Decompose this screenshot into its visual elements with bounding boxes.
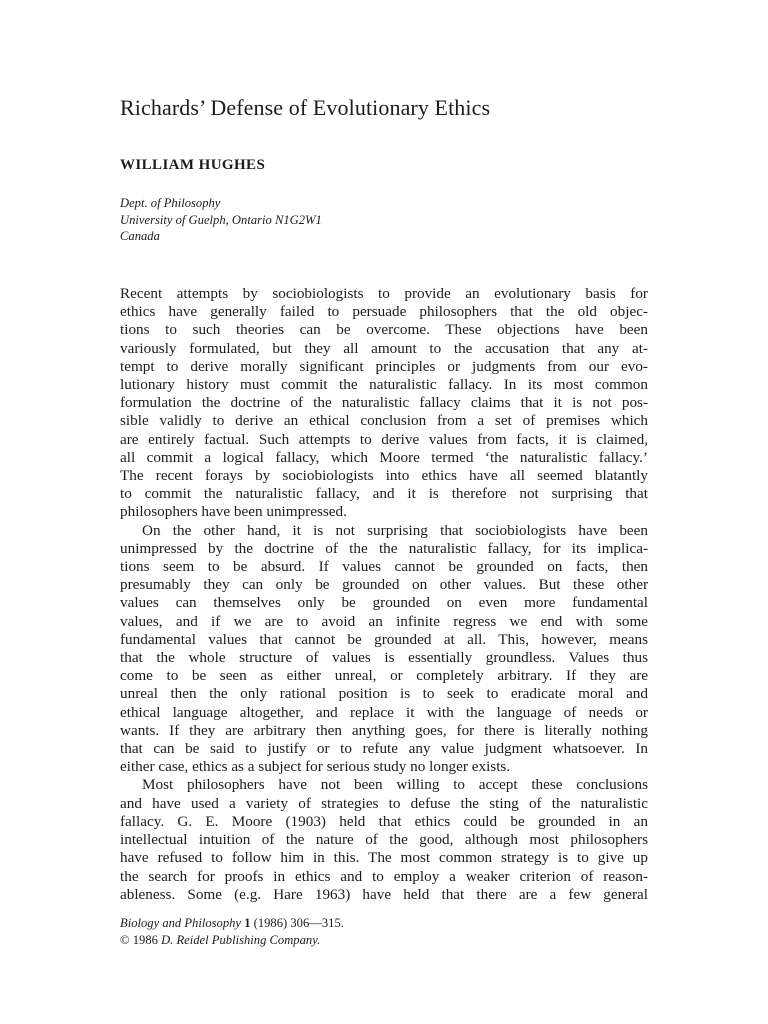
text-line: come to be seen as either unreal, or completely arbitrary. If they are — [120, 667, 648, 685]
text-line: Recent attempts by sociobiologists to provide an evolutionary basis for — [120, 285, 648, 302]
text-line: tions seem to be absurd. If values cannot be grounded on facts, then — [120, 558, 648, 576]
text-line: presumably they can only be grounded on other values. But these other — [120, 576, 648, 594]
text-line: formulation the doctrine of the naturalistic fallacy claims that it is not pos- — [120, 394, 648, 412]
text-line: The recent forays by sociobiologists into ethics have all seemed blatantly — [120, 467, 648, 485]
text-line: values, and if we are to avoid an infinite regress we end with some — [120, 612, 648, 630]
publisher-name: D. Reidel Publishing Company. — [161, 932, 321, 947]
body-paragraph — [120, 285, 648, 522]
text-line: have refused to follow him in this. The most common strategy is to give up — [120, 849, 648, 867]
text-line: intellectual intuition of the nature of the good, although most philosophers — [120, 831, 648, 849]
body-paragraph — [120, 522, 648, 777]
text-line: fallacy. G. E. Moore (1903) held that ethics could be grounded in an — [120, 812, 648, 830]
text-line: philosophers have been unimpressed. — [120, 503, 347, 521]
text-line: unimpressed by the doctrine of the the naturalistic fallacy, for its implica- — [120, 539, 648, 557]
affiliation-country: Canada — [120, 229, 160, 243]
affiliation-department: Dept. of Philosophy — [120, 196, 221, 210]
text-line: wants. If they are arbitrary then anything goes, for there is literally nothing — [120, 721, 648, 739]
author-name: WILLIAM HUGHES — [120, 157, 266, 173]
text-line: On the other hand, it is not surprising that sociobiologists have been — [142, 521, 648, 539]
text-line: Most philosophers have not been willing to accept these conclusions — [142, 776, 648, 794]
affiliation-university: University of Guelph, Ontario N1G2W1 — [120, 212, 322, 227]
text-line: ableness. Some (e.g. Hare 1963) have held that there are a few general — [120, 885, 648, 903]
text-line: variously formulated, but they all amount to the accusation that any at- — [120, 339, 648, 357]
article-title: Richards’ Defense of Evolutionary Ethics — [120, 95, 491, 120]
author-affiliation — [120, 195, 322, 245]
text-line: to commit the naturalistic fallacy, and it is therefore not surprising that — [120, 485, 648, 503]
text-line: tempt to derive morally significant principles or judgments from our evo- — [120, 357, 648, 375]
text-line: all commit a logical fallacy, which Moore termed ‘the naturalistic fallacy.’ — [120, 448, 648, 466]
text-line: that can be said to justify or to refute any value judgment whatsoever. In — [120, 740, 648, 758]
copyright-symbol: © — [120, 932, 130, 947]
text-line: either case, ethics as a subject for serious study no longer exists. — [120, 758, 511, 776]
text-line: values can themselves only be grounded on even more fundamental — [120, 594, 648, 612]
text-line: sible validly to derive an ethical conclusion from a set of premises which — [120, 412, 648, 430]
text-line: unreal then the only rational position is to seek to eradicate moral and — [120, 685, 648, 703]
text-line: ethics have generally failed to persuade philosophers that the old objec- — [120, 303, 648, 321]
text-line: lutionary history must commit the naturalistic fallacy. In its most common — [120, 376, 648, 394]
article-body — [120, 285, 648, 904]
journal-year-pages: (1986) 306—315. — [253, 916, 344, 930]
journal-citation — [120, 915, 344, 932]
journal-name: Biology and Philosophy — [120, 916, 242, 930]
text-line: ethical language altogether, and replace it with the language of needs or — [120, 703, 648, 721]
body-paragraph — [120, 776, 648, 903]
journal-volume: 1 — [244, 916, 251, 930]
copyright-year: 1986 — [132, 932, 158, 947]
text-line: tions to such theories can be overcome. These objections have been — [120, 321, 648, 339]
text-line: that the whole structure of values is essentially groundless. Values thus — [120, 649, 648, 667]
text-line: the search for proofs in ethics and to employ a weaker criterion of reason- — [120, 867, 648, 885]
text-line: and have used a variety of strategies to defuse the sting of the naturalistic — [120, 794, 648, 812]
text-line: fundamental values that cannot be grounded at all. This, however, means — [120, 630, 648, 648]
page-footer — [120, 915, 344, 948]
copyright-notice — [120, 932, 344, 949]
text-line: are entirely factual. Such attempts to derive values from facts, it is claimed, — [120, 430, 648, 448]
